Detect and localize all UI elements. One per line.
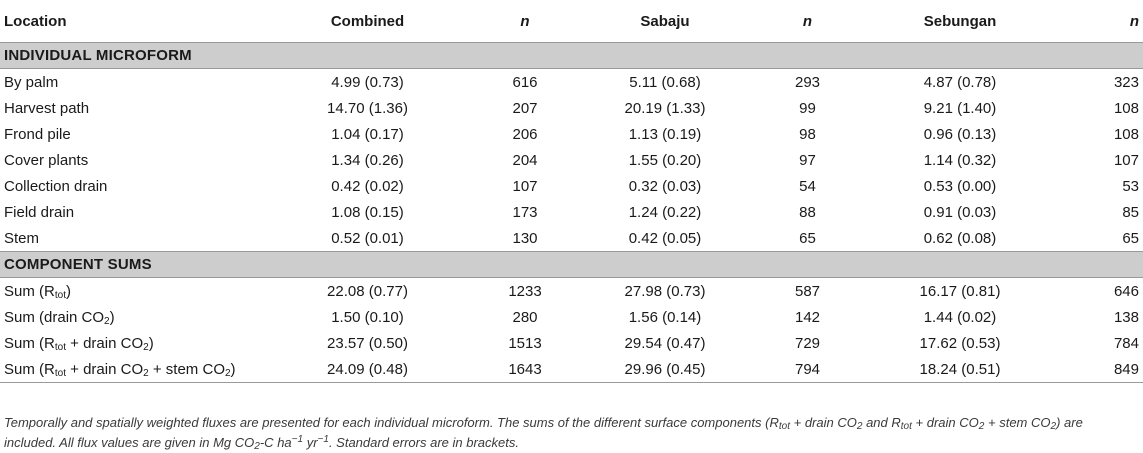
col-header-n-sebungan: n	[1080, 0, 1143, 43]
row-n-sabaju: 587	[794, 282, 821, 300]
row-location: Cover plants	[4, 151, 89, 169]
row-sebungan: 0.62 (0.08)	[923, 229, 997, 247]
row-n-sebungan: 65	[1122, 229, 1139, 247]
row-combined: 0.42 (0.02)	[331, 177, 404, 195]
row-sabaju: 0.32 (0.03)	[628, 177, 702, 195]
table-footnote: Temporally and spatially weighted fluxes are presented for each individual microform. The sums of the different surface components ($R_{tot}$ + drain $CO_2$ and $R_{tot}$ + drain $CO_2$ + stem $CO_2$) are included. All flux values are given in Mg $CO_2-C$ $ha^{-1}$ $yr^{-1}$. Standard errors are in brackets.	[4, 415, 1083, 452]
row-n-combined: 1513	[508, 334, 542, 352]
row-n-sebungan: 646	[1113, 282, 1139, 300]
col-header-sebungan: Sebungan	[840, 0, 1080, 43]
row-combined: 23.57 (0.50)	[327, 334, 408, 352]
section-row-individual	[0, 43, 1143, 69]
row-sabaju: 29.54 (0.47)	[624, 334, 706, 352]
row-combined: 1.34 (0.26)	[331, 151, 404, 169]
table-row	[0, 173, 1143, 199]
row-n-sabaju: 99	[799, 99, 816, 117]
row-sabaju: 5.11 (0.68)	[629, 73, 701, 91]
table-row	[0, 356, 1143, 383]
row-n-sabaju: 729	[794, 334, 821, 352]
row-n-sebungan: 107	[1113, 151, 1139, 169]
row-sebungan: 17.62 (0.53)	[919, 334, 1001, 352]
row-n-sebungan: 108	[1113, 99, 1139, 117]
table-row	[0, 147, 1143, 173]
row-n-combined: 130	[512, 229, 538, 247]
row-sabaju: 27.98 (0.73)	[624, 282, 706, 300]
row-sebungan: 0.91 (0.03)	[923, 203, 997, 221]
row-n-sabaju: 88	[799, 203, 816, 221]
row-n-sebungan: 108	[1113, 125, 1139, 143]
row-n-combined: 207	[512, 99, 538, 117]
row-combined: 1.08 (0.15)	[331, 203, 404, 221]
row-sebungan: 1.44 (0.02)	[923, 308, 997, 326]
row-sabaju: 29.96 (0.45)	[555, 356, 775, 383]
row-combined: 24.09 (0.48)	[240, 356, 495, 383]
row-location: By palm	[4, 73, 59, 91]
row-location: Sum (drain $CO_2$)	[4, 308, 115, 327]
row-sabaju: 1.56 (0.14)	[628, 308, 702, 326]
row-location: Collection drain	[4, 177, 108, 195]
row-combined: 14.70 (1.36)	[327, 99, 408, 117]
section-title-individual: INDIVIDUAL MICROFORM	[0, 43, 1143, 69]
row-combined: 22.08 (0.77)	[327, 282, 408, 300]
row-sebungan: 9.21 (1.40)	[923, 99, 997, 117]
row-sabaju: 1.13 (0.19)	[628, 125, 702, 143]
section-row-sums	[0, 252, 1143, 278]
col-header-location: Location	[0, 0, 240, 43]
row-location: Field drain	[4, 203, 75, 221]
row-n-sabaju: 54	[799, 177, 816, 195]
row-n-combined: 1233	[508, 282, 542, 300]
row-sebungan: 4.87 (0.78)	[923, 73, 997, 91]
table-row	[0, 330, 1143, 356]
row-location: Frond pile	[4, 125, 71, 143]
row-sebungan: 16.17 (0.81)	[919, 282, 1001, 300]
row-n-combined: 1643	[495, 356, 555, 383]
section-title-sums: COMPONENT SUMS	[0, 252, 1143, 278]
col-header-combined: Combined	[240, 0, 495, 43]
row-location: Harvest path	[4, 99, 90, 117]
row-sabaju: 1.24 (0.22)	[628, 203, 702, 221]
row-combined: 1.50 (0.10)	[331, 308, 404, 326]
row-n-sebungan: 85	[1122, 203, 1139, 221]
row-n-sebungan: 138	[1113, 308, 1139, 326]
row-location: Sum $(R_{tot})$	[4, 282, 71, 301]
row-location: Sum ($R_{tot}$ + drain $CO_2$ + stem $CO_2$)	[0, 356, 240, 383]
row-n-combined: 107	[512, 177, 538, 195]
sum-word: Sum	[4, 334, 35, 352]
row-location: Stem	[4, 229, 40, 247]
col-header-sabaju: Sabaju	[555, 0, 775, 43]
sum-word: Sum	[4, 308, 35, 326]
row-n-sebungan: 323	[1113, 73, 1139, 91]
row-sebungan: 18.24 (0.51)	[840, 356, 1080, 383]
row-sebungan: 0.53 (0.00)	[923, 177, 997, 195]
row-sabaju: 0.42 (0.05)	[628, 229, 702, 247]
row-n-sebungan: 784	[1113, 334, 1139, 352]
row-n-sebungan: 849	[1080, 356, 1143, 383]
table-row	[0, 278, 1143, 305]
row-combined: 1.04 (0.17)	[331, 125, 404, 143]
table-header-row	[0, 0, 1143, 43]
row-n-sabaju: 794	[775, 356, 840, 383]
row-n-sabaju: 98	[799, 125, 816, 143]
row-n-combined: 204	[512, 151, 538, 169]
table-row	[0, 69, 1143, 96]
sum-word: Sum	[4, 360, 35, 378]
row-n-sebungan: 53	[1122, 177, 1139, 195]
row-sebungan: 1.14 (0.32)	[923, 151, 997, 169]
row-n-sabaju: 142	[794, 308, 821, 326]
row-n-combined: 616	[512, 73, 538, 91]
col-header-n-combined: n	[495, 0, 555, 43]
row-n-combined: 280	[512, 308, 538, 326]
row-n-sabaju: 65	[799, 229, 816, 247]
table-row	[0, 199, 1143, 225]
table-row	[0, 304, 1143, 330]
table-row	[0, 225, 1143, 252]
table-row	[0, 95, 1143, 121]
row-sabaju: 1.55 (0.20)	[628, 151, 702, 169]
row-sabaju: 20.19 (1.33)	[624, 99, 706, 117]
row-n-combined: 173	[512, 203, 538, 221]
col-header-n-sabaju: n	[775, 0, 840, 43]
row-sebungan: 0.96 (0.13)	[923, 125, 997, 143]
sum-word: Sum	[4, 282, 35, 300]
row-combined: 4.99 (0.73)	[331, 73, 404, 91]
row-n-sabaju: 293	[794, 73, 821, 91]
row-n-sabaju: 97	[799, 151, 816, 169]
row-location: Sum ($R_{tot}$ + drain $CO_2$)	[4, 334, 154, 353]
row-n-combined: 206	[512, 125, 538, 143]
table-row	[0, 121, 1143, 147]
row-combined: 0.52 (0.01)	[331, 229, 404, 247]
